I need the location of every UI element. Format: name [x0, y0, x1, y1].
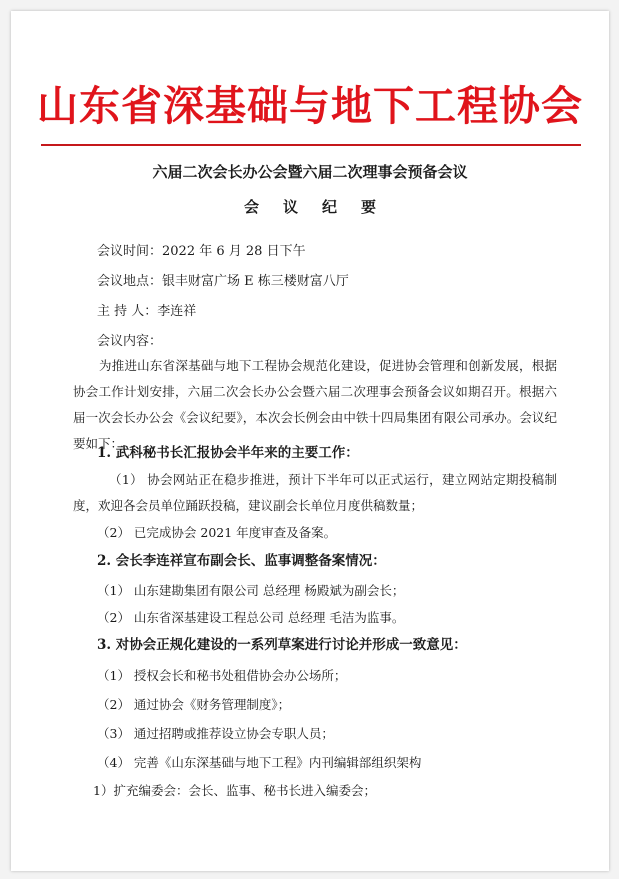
org-title: 山东省深基础与地下工程协会 — [37, 82, 583, 130]
section-3-item-3: （3） 通过招聘或推荐设立协会专职人员； — [97, 726, 334, 741]
section-2-item-1: （1） 山东建勘集团有限公司 总经理 杨殿斌为副会长； — [97, 583, 405, 598]
meta-place — [97, 273, 349, 291]
header-rule — [41, 144, 581, 146]
meta-content-label: 会议内容： — [97, 334, 163, 349]
section-3-item-2: （2） 通过协会《财务管理制度》； — [97, 697, 291, 712]
doc-type-heading: 会议纪要 — [243, 198, 400, 216]
meta-place-value: 银丰财富广场 E 栋三楼财富八厅 — [162, 274, 349, 289]
section-2-item-2: （2） 山东省深基建设工程总公司 总经理 毛洁为监事。 — [97, 610, 405, 625]
section-3-item-4: （4） 完善《山东深基础与地下工程》内刊编辑部组织架构 — [97, 755, 422, 770]
meta-content — [97, 333, 162, 351]
meta-place-label: 会议地点： — [97, 274, 163, 289]
section-1-item-2: （2） 已完成协会 2021 年度审查及备案。 — [97, 525, 337, 540]
meta-host — [97, 303, 196, 321]
meta-time — [97, 243, 306, 261]
meta-time-label: 会议时间： — [97, 244, 163, 259]
section-heading-1: 1. 武科秘书长汇报协会半年来的主要工作： — [97, 445, 359, 461]
section-heading-3: 3. 对协会正规化建设的一系列草案进行讨论并形成一致意见： — [97, 637, 467, 653]
intro-paragraph: 为推进山东省深基础与地下工程协会规范化建设，促进协会管理和创新发展，根据协会工作计划安排，六届二次会长办公会暨六届二次理事会预备会议如期召开。根据六届一次会长办公会《会议纪要》，本次会长例会由中铁十四局集团有限公司承办。会议纪要如下： — [73, 358, 557, 451]
meta-host-value: 李连祥 — [157, 304, 197, 319]
document-page — [11, 11, 609, 871]
meeting-title: 六届二次会长办公会暨六届二次理事会预备会议 — [152, 163, 468, 181]
section-1-item-1: （1） 协会网站正在稳步推进，预计下半年可以正式运行，建立网站定期投稿制度，欢迎各会员单位踊跃投稿，建议副会长单位月度供稿数量； — [73, 472, 557, 513]
meta-time-value: 2022 年 6 月 28 日下午 — [162, 244, 306, 259]
meta-host-label: 主 持 人： — [97, 304, 158, 319]
section-3-item-1: （1） 授权会长和秘书处租借协会办公场所； — [97, 668, 347, 683]
section-3-sub-item-1: 1）扩充编委会：会长、监事、秘书长进入编委会； — [93, 783, 376, 798]
section-heading-2: 2. 会长李连祥宣布副会长、监事调整备案情况： — [97, 553, 386, 569]
